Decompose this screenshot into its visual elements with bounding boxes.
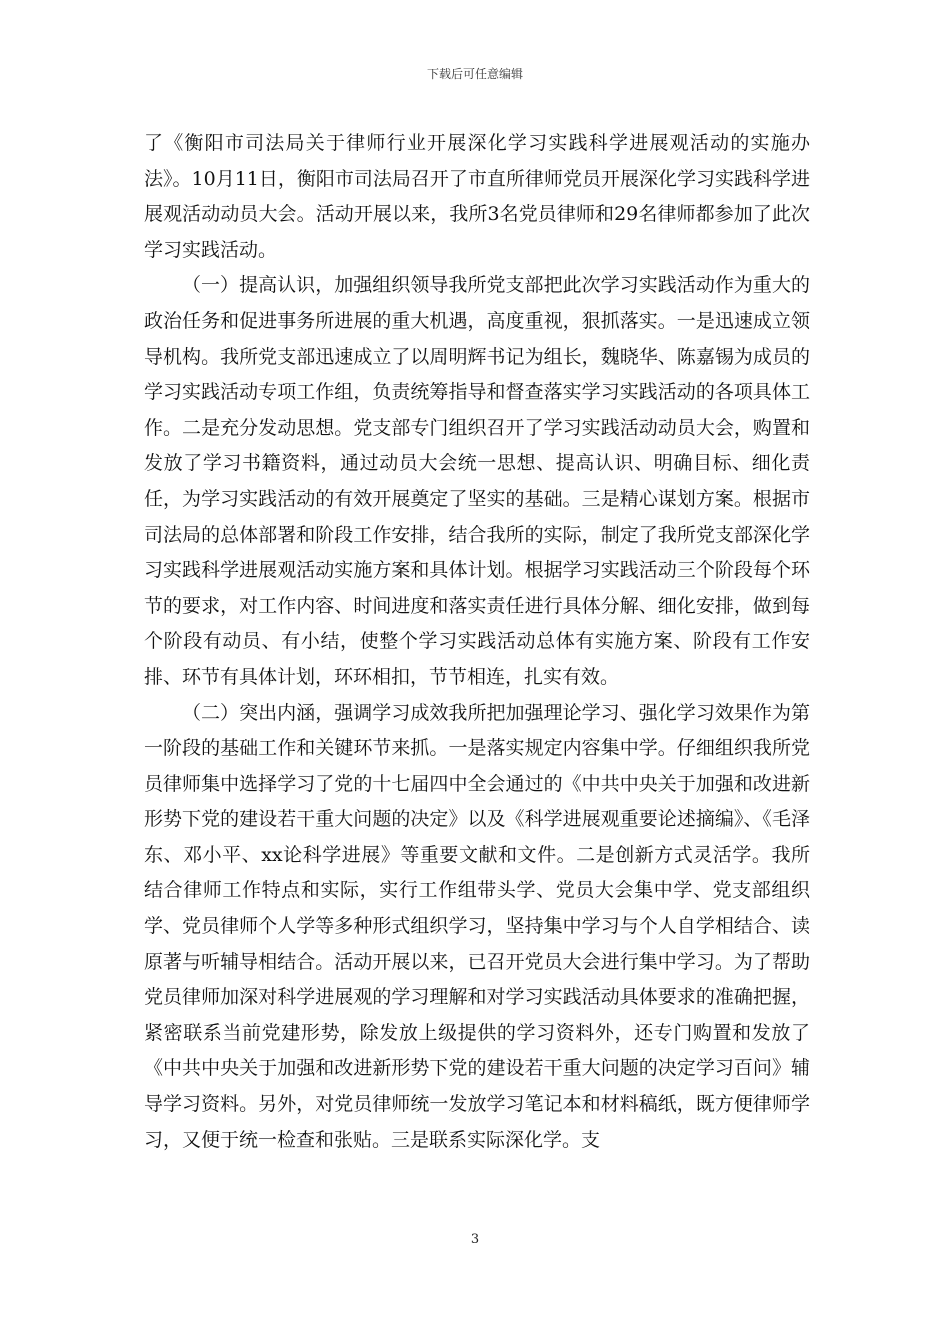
paragraph-continuation: 了《衡阳市司法局关于律师行业开展深化学习实践科学进展观活动的实施办法》。10月11日，衡阳市司法局召开了市直所律师党员开展深化学习实践科学进展观活动动员大会。活动开展以来，我所3名党员律师和29名律师都参加了此次学习实践活动。 <box>144 132 810 261</box>
page-header: 下载后可任意编辑 <box>426 67 523 81</box>
paragraph-section-one: （一）提高认识，加强组织领导我所党支部把此次学习实践活动作为重大的政治任务和促进事务所进展的重大机遇，高度重视，狠抓落实。一是迅速成立领导机构。我所党支部迅速成立了以周明辉书记为组长，魏晓华、陈嘉锡为成员的学习实践活动专项工作组，负责统筹指导和督查落实学习实践活动的各项具体工作。二是充分发动思想。党支部专门组织召开了学习实践活动动员大会，购置和发放了学习书籍资料，通过动员大会统一思想、提高认识、明确目标、细化责任，为学习实践活动的有效开展奠定了坚实的基础。三是精心谋划方案。根据市司法局的总体部署和阶段工作安排，结合我所的实际，制定了我所党支部深化学习实践科学进展观活动实施方案和具体计划。根据学习实践活动三个阶段每个环节的要求，对工作内容、时间进度和落实责任进行具体分解、细化安排，做到每个阶段有动员、有小结，使整个学习实践活动总体有实施方案、阶段有工作安排、环节有具体计划，环环相扣，节节相连，扎实有效。 <box>144 274 810 688</box>
document-body <box>144 126 810 1158</box>
page-number: 3 <box>470 1232 480 1247</box>
paragraph-section-two: （二）突出内涵，强调学习成效我所把加强理论学习、强化学习效果作为第一阶段的基础工作和关键环节来抓。一是落实规定内容集中学。仔细组织我所党员律师集中选择学习了党的十七届四中全会通过的《中共中央关于加强和改进新形势下党的建设若干重大问题的决定》以及《科学进展观重要论述摘编》、《毛泽东、邓小平、xx论科学进展》等重要文献和文件。二是创新方式灵活学。我所结合律师工作特点和实际，实行工作组带头学、党员大会集中学、党支部组织学、党员律师个人学等多种形式组织学习，坚持集中学习与个人自学相结合、读原著与听辅导相结合。活动开展以来，已召开党员大会进行集中学习。为了帮助党员律师加深对科学进展观的学习理解和对学习实践活动具体要求的准确把握，紧密联系当前党建形势，除发放上级提供的学习资料外，还专门购置和发放了《中共中央关于加强和改进新形势下党的建设若干重大问题的决定学习百问》辅导学习资料。另外，对党员律师统一发放学习笔记本和材料稿纸，既方便律师学习，又便于统一检查和张贴。三是联系实际深化学。支 <box>144 701 810 1151</box>
